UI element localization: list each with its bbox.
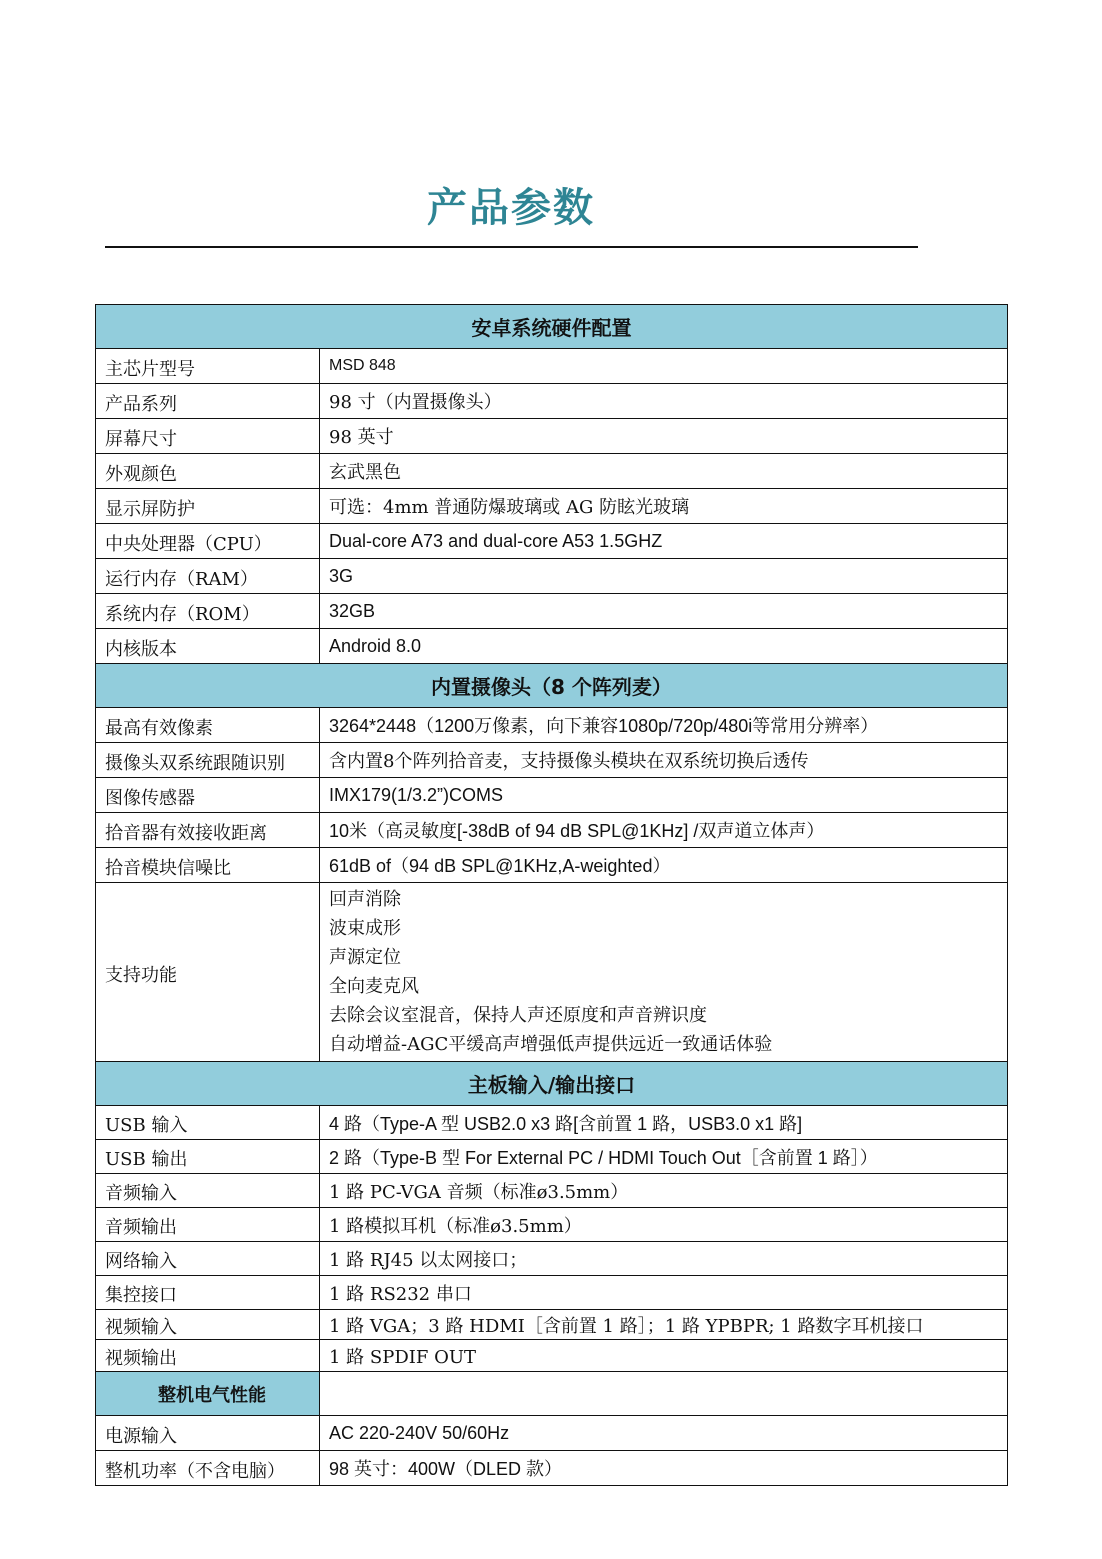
spec-label: 视频输出 — [96, 1340, 320, 1372]
spec-row — [96, 848, 1008, 883]
spec-value: 32GB — [320, 594, 1008, 629]
spec-row — [96, 1140, 1008, 1174]
spec-row — [96, 1276, 1008, 1310]
spec-row — [96, 489, 1008, 524]
spec-table — [95, 304, 1008, 1486]
spec-value: 3G — [320, 559, 1008, 594]
spec-row — [96, 1340, 1008, 1372]
spec-label: 内核版本 — [96, 629, 320, 664]
spec-row — [96, 1174, 1008, 1208]
spec-row — [96, 349, 1008, 384]
spec-label: 图像传感器 — [96, 778, 320, 813]
title-divider — [105, 246, 918, 248]
spec-value: 1 路 SPDIF OUT — [320, 1340, 1008, 1372]
spec-value: 2 路（Type-B 型 For External PC / HDMI Touch Out［含前置 1 路］） — [320, 1140, 1008, 1174]
spec-label: 系统内存（ROM） — [96, 594, 320, 629]
spec-row — [96, 1451, 1008, 1486]
spec-row — [96, 1416, 1008, 1451]
spec-label: 视频输入 — [96, 1310, 320, 1340]
spec-label: 中央处理器（CPU） — [96, 524, 320, 559]
feature-item: 全向麦克风 — [329, 976, 419, 997]
spec-label: USB 输入 — [96, 1106, 320, 1140]
spec-label: 电源输入 — [96, 1416, 320, 1451]
spec-row — [96, 384, 1008, 419]
spec-value: 98 寸（内置摄像头） — [320, 384, 1008, 419]
spec-row — [96, 454, 1008, 489]
spec-value: Dual-core A73 and dual-core A53 1.5GHZ — [320, 524, 1008, 559]
spec-label: 音频输入 — [96, 1174, 320, 1208]
spec-label: 产品系列 — [96, 384, 320, 419]
spec-row — [96, 594, 1008, 629]
spec-row — [96, 778, 1008, 813]
spec-label: 运行内存（RAM） — [96, 559, 320, 594]
spec-value: 含内置8个阵列拾音麦，支持摄像头模块在双系统切换后透传 — [320, 743, 1008, 778]
section-header-android — [96, 305, 1008, 349]
section-header-io — [96, 1062, 1008, 1106]
spec-label: 显示屏防护 — [96, 489, 320, 524]
spec-row — [96, 1310, 1008, 1340]
spec-label: 拾音器有效接收距离 — [96, 813, 320, 848]
feature-item: 波束成形 — [329, 918, 401, 939]
spec-label: USB 输出 — [96, 1140, 320, 1174]
feature-list — [320, 883, 1008, 1062]
spec-row — [96, 743, 1008, 778]
spec-row — [96, 1242, 1008, 1276]
spec-value: 1 路 VGA；3 路 HDMI［含前置 1 路］；1 路 YPBPR; 1 路数字耳机接口 — [320, 1310, 1008, 1340]
spec-value: 4 路（Type-A 型 USB2.0 x3 路[含前置 1 路，USB3.0 x1 路] — [320, 1106, 1008, 1140]
spec-row — [96, 813, 1008, 848]
spec-row — [96, 524, 1008, 559]
section-heading: 整机电气性能 — [96, 1372, 320, 1416]
spec-value: 10米（高灵敏度[-38dB of 94 dB SPL@1KHz] /双声道立体声） — [320, 813, 1008, 848]
spec-label: 集控接口 — [96, 1276, 320, 1310]
spec-value: 1 路模拟耳机（标准ø3.5mm） — [320, 1208, 1008, 1242]
spec-value: 可选：4mm 普通防爆玻璃或 AG 防眩光玻璃 — [320, 489, 1008, 524]
spec-label: 支持功能 — [96, 883, 320, 1062]
spec-row — [96, 1106, 1008, 1140]
spec-label: 网络输入 — [96, 1242, 320, 1276]
feature-item: 声源定位 — [329, 947, 401, 968]
feature-item: 回声消除 — [329, 889, 401, 910]
spec-label: 主芯片型号 — [96, 349, 320, 384]
spec-value: 61dB of（94 dB SPL@1KHz,A-weighted） — [320, 848, 1008, 883]
spec-row — [96, 559, 1008, 594]
section-heading: 主板输入/输出接口 — [96, 1062, 1008, 1106]
spec-row-features — [96, 883, 1008, 1062]
spec-label: 最高有效像素 — [96, 708, 320, 743]
spec-value: 1 路 RJ45 以太网接口； — [320, 1242, 1008, 1276]
spec-label: 摄像头双系统跟随识别 — [96, 743, 320, 778]
spec-label: 拾音模块信噪比 — [96, 848, 320, 883]
spec-value: Android 8.0 — [320, 629, 1008, 664]
section-header-power — [96, 1372, 1008, 1416]
page-title: 产品参数 — [427, 185, 595, 231]
section-header-camera — [96, 664, 1008, 708]
spec-value: AC 220-240V 50/60Hz — [320, 1416, 1008, 1451]
spec-value: 98 英寸 — [320, 419, 1008, 454]
section-heading-blank — [320, 1372, 1008, 1416]
spec-label: 音频输出 — [96, 1208, 320, 1242]
spec-row — [96, 1208, 1008, 1242]
spec-label: 外观颜色 — [96, 454, 320, 489]
spec-value: 98 英寸：400W（DLED 款） — [320, 1451, 1008, 1486]
spec-value: MSD 848 — [320, 349, 1008, 384]
feature-item: 去除会议室混音，保持人声还原度和声音辨识度 — [329, 1005, 707, 1026]
section-heading: 内置摄像头（8 个阵列麦） — [96, 664, 1008, 708]
spec-label: 屏幕尺寸 — [96, 419, 320, 454]
spec-value: 1 路 PC-VGA 音频（标准ø3.5mm） — [320, 1174, 1008, 1208]
spec-label: 整机功率（不含电脑） — [96, 1451, 320, 1486]
feature-item: 自动增益-AGC平缓高声增强低声提供远近一致通话体验 — [329, 1034, 773, 1055]
section-heading: 安卓系统硬件配置 — [96, 305, 1008, 349]
spec-value: 3264*2448（1200万像素，向下兼容1080p/720p/480i等常用分辨率） — [320, 708, 1008, 743]
spec-row — [96, 419, 1008, 454]
spec-row — [96, 629, 1008, 664]
spec-value: 玄武黑色 — [320, 454, 1008, 489]
spec-row — [96, 708, 1008, 743]
spec-value: IMX179(1/3.2”)COMS — [320, 778, 1008, 813]
spec-value: 1 路 RS232 串口 — [320, 1276, 1008, 1310]
